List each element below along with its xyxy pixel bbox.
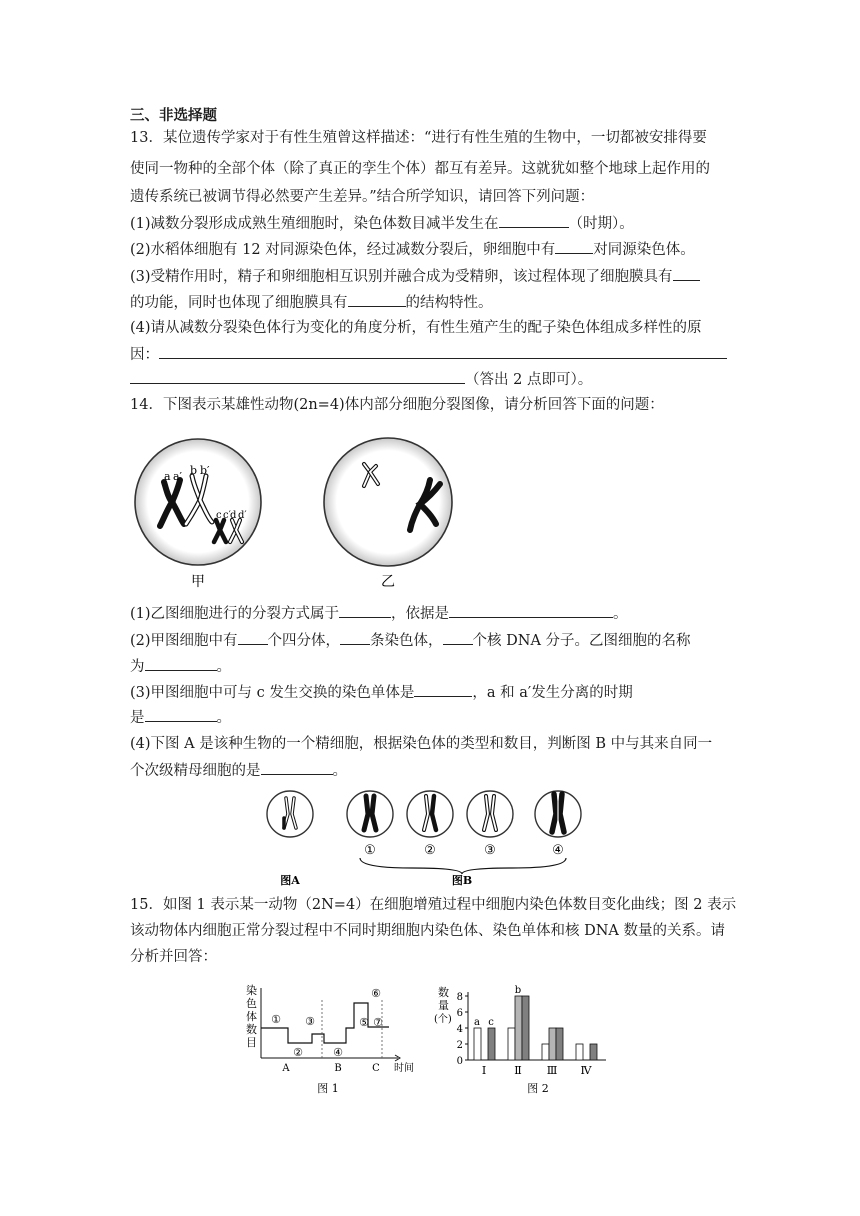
fig2-ylabel-char: 量 (438, 999, 449, 1012)
fig-b-cell-1 (347, 791, 393, 837)
q14-part4-line2: 个次级精母细胞的是 。 (130, 760, 347, 781)
answer-blank[interactable] (443, 630, 473, 645)
q15-stem-line1: 15．如图 1 表示某一动物（2N=4）在细胞增殖过程中细胞内染色体数目变化曲线；图 2 表示 (130, 897, 737, 913)
fig2-bar-b (549, 1028, 556, 1060)
fig1-x-mark-c: C (372, 1063, 380, 1074)
fig2-tick-label: 2 (456, 1040, 463, 1051)
answer-blank[interactable] (261, 760, 333, 775)
answer-blank[interactable] (145, 656, 217, 671)
label-d-prime: d′ (238, 510, 247, 521)
q13-stem-line1: 13．某位遗传学家对于有性生殖曾这样描述：“进行有性生殖的生物中，一切都被安排得要 (130, 130, 707, 146)
fig2-series-label-b: b (514, 985, 522, 996)
label-a-prime: a′ (173, 470, 183, 483)
fig-b-item-1: ① (364, 843, 376, 858)
figure-1-chromosome-curve (240, 978, 420, 1098)
fig-a-cell (267, 791, 313, 837)
fig1-stage-2: ② (293, 1046, 303, 1059)
q13-stem-line3: 遗传系统已被调节得必然要产生差异。”结合所学知识，请回答下列问题： (130, 189, 595, 205)
fig2-ylabel-char: 数 (438, 986, 449, 999)
fig2-category-label: Ⅰ (481, 1064, 487, 1077)
fig2-tick-label: 6 (456, 1008, 463, 1019)
q13-stem-line2: 使同一物种的全部个体（除了真正的孪生个体）都互有差异。这就犹如整个地球上起作用的 (130, 161, 710, 177)
q14-stem: 14．下图表示某雄性动物(2n=4)体内部分细胞分裂图像，请分析回答下面的问题： (130, 397, 664, 413)
cell-yi (324, 438, 452, 566)
fig2-category-label: Ⅲ (546, 1064, 558, 1077)
fig-b-brace (360, 858, 566, 874)
fig2-series-labels (474, 985, 521, 1028)
fig1-xlabel: 时间 (394, 1063, 414, 1074)
fig2-caption: 图 2 (527, 1082, 549, 1095)
fig1-stage-6: ⑥ (371, 987, 381, 1000)
q14-part3-line1: (3)甲图细胞中可与 c 发生交换的染色单体是 ，a 和 a′发生分离的时期 (130, 682, 633, 703)
fig2-bar-c (590, 1044, 597, 1060)
fig-b-item-3: ③ (484, 843, 496, 858)
fig1-stage-4: ④ (333, 1046, 343, 1059)
fig2-category-label: Ⅳ (580, 1064, 592, 1077)
fig2-bar-c (522, 996, 529, 1060)
figure-2-bar-chart (434, 982, 614, 1098)
q13-part1: (1)减数分裂形成成熟生殖细胞时，染色体数目减半发生在 （时期）。 (130, 213, 634, 234)
cell-jia (135, 439, 261, 565)
fig2-bar-a (542, 1044, 549, 1060)
fig2-bar-a (576, 1044, 583, 1060)
answer-blank[interactable] (555, 239, 593, 254)
q15-stem-line3: 分析并回答： (130, 949, 217, 965)
q14-part2-line2: 为 。 (130, 656, 231, 677)
fig1-stage-3: ③ (305, 1015, 315, 1028)
q13-part4-line2: 因： (130, 344, 727, 365)
fig-b-cell-4 (535, 791, 581, 837)
fig-b-caption: 图B (451, 874, 473, 887)
fig-b-cell-2 (407, 791, 453, 837)
q13-part4-line3: （答出 2 点即可）。 (130, 369, 592, 390)
fig1-ylabel-char: 数 (246, 1023, 257, 1036)
fig2-bar-a (474, 1028, 481, 1060)
label-d: d (230, 510, 237, 521)
fig2-series-label-c: c (488, 1017, 494, 1028)
fig2-tick-label: 8 (456, 992, 463, 1003)
q13-part3-line1: (3)受精作用时，精子和卵细胞相互识别并融合成为受精卵，该过程体现了细胞膜具有 (130, 266, 700, 287)
fig1-ylabel-char: 目 (246, 1036, 257, 1049)
q14-part3-line2: 是 。 (130, 707, 231, 728)
fig1-x-mark-a: A (282, 1063, 290, 1074)
fig-b-item-2: ② (424, 843, 436, 858)
answer-blank[interactable] (238, 630, 268, 645)
fig2-bar-c (556, 1028, 563, 1060)
fig2-categories (482, 1064, 593, 1077)
fig2-category-label: Ⅱ (514, 1064, 522, 1077)
q14-part2-line1: (2)甲图细胞中有 个四分体， 条染色体， 个核 DNA 分子。乙图细胞的名称 (130, 630, 691, 651)
answer-blank[interactable] (449, 603, 613, 618)
fig-b-item-4: ④ (552, 843, 564, 858)
fig1-caption: 图 1 (317, 1082, 339, 1095)
q13-part2: (2)水稻体细胞有 12 对同源染色体，经过减数分裂后，卵细胞中有 对同源染色体。 (130, 239, 695, 260)
fig2-yunit: (个) (434, 1014, 452, 1025)
fig1-stage-5: ⑤ (359, 1016, 369, 1029)
label-c-prime: c′ (223, 510, 231, 521)
q14-part4-line1: (4)下图 A 是该种生物的一个精细胞，根据染色体的类型和数目，判断图 B 中与其来自同一 (130, 736, 713, 752)
fig1-ylabel-char: 色 (246, 997, 257, 1010)
q14-part1: (1)乙图细胞进行的分裂方式属于 ，依据是 。 (130, 603, 628, 624)
answer-blank[interactable] (499, 213, 569, 228)
answer-blank[interactable] (145, 707, 217, 722)
sperm-cell-figures (262, 784, 602, 888)
fig2-bar-a (508, 1028, 515, 1060)
q13-part4-line1: (4)请从减数分裂染色体行为变化的角度分析，有性生殖产生的配子染色体组成多样性的原 (130, 320, 702, 336)
fig2-bar-c (488, 1028, 495, 1060)
fig2-tick-label: 0 (456, 1056, 463, 1067)
answer-blank[interactable] (348, 292, 406, 307)
fig-yi-label: 乙 (381, 574, 395, 590)
fig2-bar-b (515, 996, 522, 1060)
label-b: b (190, 464, 198, 477)
label-c: c (216, 510, 222, 521)
answer-blank[interactable] (339, 603, 391, 618)
fig2-bars (474, 996, 597, 1060)
fig1-x-mark-b: B (334, 1063, 342, 1074)
fig-a-caption: 图A (280, 874, 300, 887)
fig1-ylabel-char: 体 (246, 1010, 257, 1023)
answer-blank[interactable] (340, 630, 370, 645)
answer-blank[interactable] (130, 369, 465, 384)
label-a: a (164, 470, 171, 483)
fig1-ylabel-char: 染 (246, 984, 257, 997)
section-title: 三、非选择题 (130, 107, 217, 124)
q15-stem-line2: 该动物体内细胞正常分裂过程中不同时期细胞内染色体、染色单体和核 DNA 数量的关系。请 (130, 923, 725, 939)
fig2-tick-label: 4 (456, 1024, 463, 1035)
fig1-stage-7: ⑦ (373, 1016, 383, 1029)
answer-blank[interactable] (414, 682, 472, 697)
cell-division-figures (128, 426, 488, 596)
fig-jia-label: 甲 (191, 574, 205, 590)
fig1-stage-1: ① (271, 1013, 281, 1026)
label-b-prime: b′ (200, 464, 210, 477)
fig-b-cell-3 (467, 791, 513, 837)
fig2-ticks (457, 992, 468, 1067)
answer-blank[interactable] (159, 344, 727, 359)
answer-blank[interactable] (673, 266, 700, 281)
fig2-series-label-a: a (474, 1017, 480, 1028)
q13-part3-line2: 的功能，同时也体现了细胞膜具有 的结构特性。 (130, 292, 493, 313)
